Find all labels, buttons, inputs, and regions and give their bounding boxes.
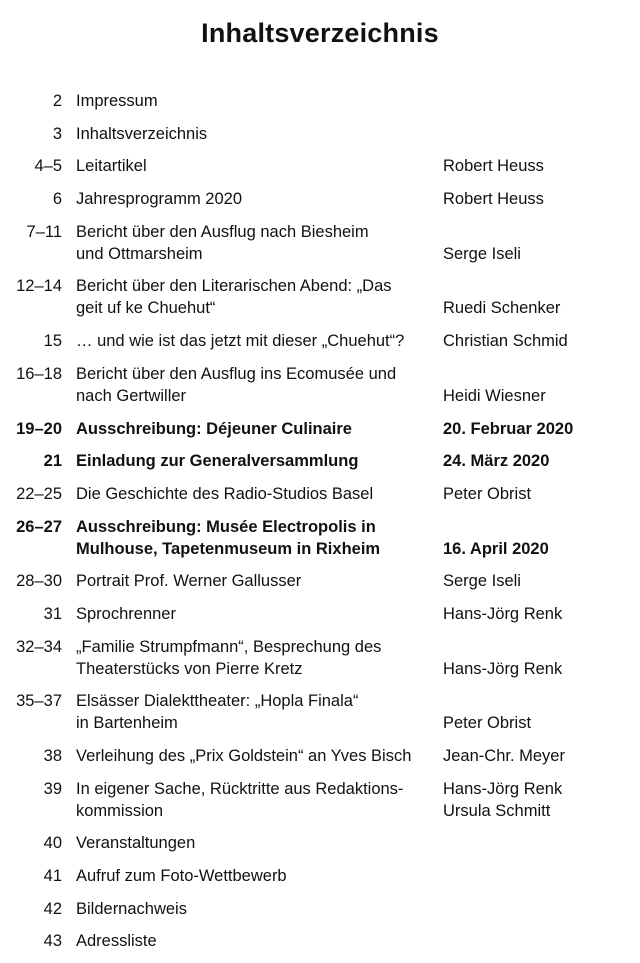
- toc-entry-author: [443, 778, 562, 822]
- toc-entry-date-line: 20. Februar 2020: [443, 419, 574, 438]
- toc-entry-title: [76, 450, 442, 472]
- toc-entry-title: [76, 898, 442, 920]
- toc-entry-title: [76, 930, 442, 952]
- toc-entry-title: [76, 188, 442, 210]
- toc-entry-title-line: Mulhouse, Tapetenmuseum in Rixheim: [76, 539, 381, 558]
- toc-entry-author-line: Heidi Wiesner: [443, 386, 546, 405]
- toc-entry-title: [76, 123, 442, 145]
- toc-entry-title-line: Ausschreibung: Musée Electropolis in: [76, 517, 376, 536]
- toc-entry: [0, 516, 640, 560]
- table-of-contents: [0, 90, 640, 963]
- toc-entry-pages: 15: [43, 332, 62, 351]
- toc-entry-author: [443, 603, 562, 625]
- toc-entry: [0, 483, 640, 505]
- toc-entry-title-line: in Bartenheim: [76, 714, 178, 733]
- toc-entry-pages: 28–30: [16, 572, 62, 591]
- toc-entry-author: [443, 330, 568, 352]
- toc-entry-author-line: Hans-Jörg Renk: [443, 659, 563, 678]
- toc-entry-title-line: Veranstaltungen: [76, 834, 196, 853]
- toc-entry-title: [76, 330, 442, 352]
- toc-entry-author-line: Jean-Chr. Meyer: [443, 747, 565, 765]
- toc-entry-pages: 39: [43, 779, 62, 798]
- toc-entry-title: [76, 778, 442, 822]
- toc-entry-title: [76, 690, 442, 734]
- toc-entry-title-line: In eigener Sache, Rücktritte aus Redaktions-: [76, 779, 404, 798]
- toc-entry-title: [76, 221, 442, 265]
- toc-entry-pages: 43: [43, 932, 62, 951]
- toc-entry-title: [76, 832, 442, 854]
- toc-entry-title-line: Elsässer Dialekttheater: „Hopla Finala“: [76, 692, 359, 711]
- toc-entry-title-line: Jahresprogramm 2020: [76, 190, 242, 209]
- toc-entry-title-line: Einladung zur Generalversammlung: [76, 452, 359, 471]
- toc-entry-title-line: Verleihung des „Prix Goldstein“ an Yves Bisch: [76, 747, 412, 765]
- toc-entry-pages: 35–37: [16, 692, 62, 711]
- toc-entry: [0, 221, 640, 265]
- toc-entry-author-line: Serge Iseli: [443, 572, 521, 591]
- toc-entry-title-line: Bericht über den Literarischen Abend: „Das: [76, 277, 392, 296]
- toc-entry-date: [443, 418, 573, 440]
- toc-entry-title: [76, 745, 442, 767]
- toc-entry-date: [443, 450, 549, 472]
- toc-entry-author: [443, 155, 544, 177]
- toc-entry-author-line: Serge Iseli: [443, 244, 521, 263]
- toc-entry-pages: 21: [43, 452, 62, 471]
- toc-entry-title: [76, 865, 442, 887]
- toc-entry: [0, 90, 640, 112]
- toc-entry-title-line: Aufruf zum Foto-Wettbewerb: [76, 867, 287, 886]
- toc-entry: [0, 930, 640, 952]
- toc-entry-title: [76, 516, 442, 560]
- toc-entry-title-line: Theaterstücks von Pierre Kretz: [76, 659, 303, 678]
- toc-entry-pages: 2: [52, 92, 62, 110]
- toc-entry: [0, 865, 640, 887]
- toc-entry-title: [76, 275, 442, 319]
- toc-entry-author: [443, 745, 565, 767]
- toc-entry-author: [443, 483, 531, 505]
- toc-entry-pages: 3: [52, 124, 62, 143]
- toc-entry-author: [443, 712, 531, 734]
- toc-entry-title-line: Bericht über den Ausflug nach Biesheim: [76, 222, 369, 241]
- toc-entry-title: [76, 418, 442, 440]
- toc-entry-author-line: Hans-Jörg Renk: [443, 604, 563, 623]
- toc-entry: [0, 275, 640, 319]
- toc-entry-title-line: geit uf ke Chuehut“: [76, 299, 216, 318]
- toc-entry-title-line: Adressliste: [76, 932, 157, 951]
- toc-entry-author: [443, 243, 521, 265]
- toc-entry-title: [76, 155, 442, 177]
- toc-entry-author: [443, 570, 521, 592]
- toc-entry-pages: 41: [43, 867, 62, 886]
- toc-entry: [0, 690, 640, 734]
- toc-entry: [0, 570, 640, 592]
- toc-entry-title-line: und Ottmarsheim: [76, 244, 203, 263]
- toc-entry-title: [76, 483, 442, 505]
- toc-entry-title-line: kommission: [76, 801, 164, 820]
- toc-entry-date-line: 24. März 2020: [443, 452, 550, 471]
- toc-entry-title: [76, 570, 442, 592]
- toc-entry-author: [443, 385, 546, 407]
- toc-entry-title-line: Bildernachweis: [76, 899, 187, 918]
- toc-entry-author-line: Robert Heuss: [443, 157, 544, 176]
- toc-entry-pages: 38: [43, 747, 62, 765]
- toc-entry: [0, 418, 640, 440]
- toc-entry-pages: 6: [52, 190, 62, 209]
- toc-entry: [0, 778, 640, 822]
- toc-entry-author: [443, 297, 560, 319]
- toc-entry-pages: 12–14: [16, 277, 62, 296]
- toc-entry: [0, 898, 640, 920]
- toc-entry: [0, 330, 640, 352]
- toc-entry-title: [76, 636, 442, 680]
- toc-entry-date-line: 16. April 2020: [443, 539, 549, 558]
- toc-entry-author-line: Ruedi Schenker: [443, 299, 561, 318]
- toc-entry: [0, 603, 640, 625]
- toc-entry: [0, 363, 640, 407]
- toc-entry-title: [76, 603, 442, 625]
- toc-entry: [0, 155, 640, 177]
- toc-entry: [0, 123, 640, 145]
- toc-entry-pages: 26–27: [16, 517, 62, 536]
- toc-entry-pages: 22–25: [16, 484, 62, 503]
- toc-entry-pages: 7–11: [26, 222, 62, 241]
- toc-entry-author: [443, 188, 544, 210]
- toc-entry-pages: 19–20: [16, 419, 62, 438]
- toc-entry-title-line: nach Gertwiller: [76, 386, 187, 405]
- toc-entry-title-line: Impressum: [76, 92, 158, 110]
- toc-entry-author-line: Ursula Schmitt: [443, 801, 551, 820]
- toc-entry-title-line: Sprochrenner: [76, 604, 176, 623]
- toc-entry-pages: 40: [43, 834, 62, 853]
- toc-entry-title-line: „Familie Strumpfmann“, Besprechung des: [76, 637, 382, 656]
- toc-entry-title-line: Die Geschichte des Radio-Studios Basel: [76, 484, 374, 503]
- page-title: Inhaltsverzeichnis: [201, 18, 439, 48]
- toc-entry: [0, 450, 640, 472]
- toc-entry-title: [76, 363, 442, 407]
- toc-entry-pages: 4–5: [34, 157, 62, 176]
- toc-entry-title-line: Portrait Prof. Werner Gallusser: [76, 572, 302, 591]
- toc-entry-title: [76, 90, 442, 112]
- toc-entry-pages: 31: [43, 604, 62, 623]
- toc-entry-author-line: Hans-Jörg Renk: [443, 779, 563, 798]
- toc-entry-title-line: Leitartikel: [76, 157, 147, 176]
- toc-entry-author-line: Christian Schmid: [443, 332, 568, 351]
- toc-entry-author: [443, 658, 562, 680]
- toc-entry: [0, 832, 640, 854]
- toc-entry-title-line: Bericht über den Ausflug ins Ecomusée und: [76, 364, 397, 383]
- toc-entry-pages: 32–34: [16, 637, 62, 656]
- toc-entry-pages: 16–18: [16, 364, 62, 383]
- toc-entry: [0, 188, 640, 210]
- toc-entry-title-line: Ausschreibung: Déjeuner Culinaire: [76, 419, 352, 438]
- toc-entry: [0, 636, 640, 680]
- toc-entry-pages: 42: [43, 899, 62, 918]
- toc-entry-title-line: … und wie ist das jetzt mit dieser „Chuehut“?: [76, 332, 405, 351]
- toc-entry: [0, 745, 640, 767]
- toc-entry-author-line: Peter Obrist: [443, 484, 532, 503]
- toc-entry-author-line: Robert Heuss: [443, 190, 544, 209]
- toc-entry-author-line: Peter Obrist: [443, 714, 532, 733]
- toc-entry-date: [443, 538, 549, 560]
- toc-entry-title-line: Inhaltsverzeichnis: [76, 124, 208, 143]
